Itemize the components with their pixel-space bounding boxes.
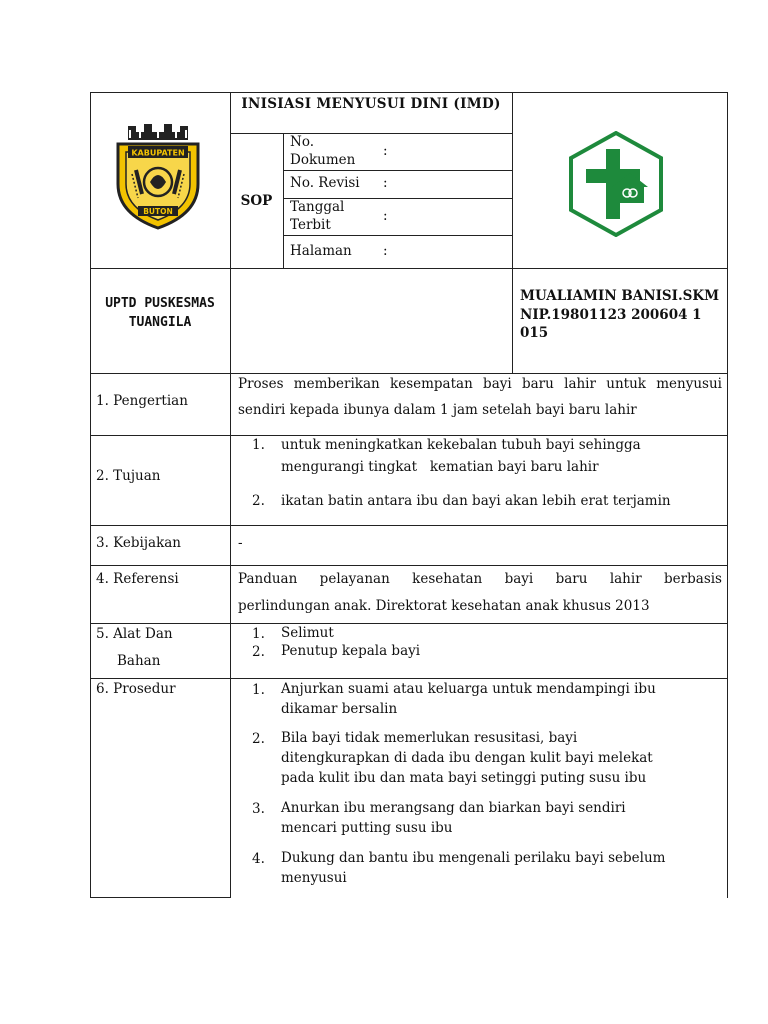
sop-label: SOP: [240, 193, 273, 209]
field-no-dokumen-label: No. Dokumen: [290, 134, 356, 168]
field-tanggal-terbit-colon: :: [383, 208, 388, 224]
prosedur-item-1-line-1: Anjurkan suami atau keluarga untuk mendampingi ibu: [281, 681, 656, 697]
alat-item-2-text: Penutup kepala bayi: [281, 643, 421, 659]
field-no-revisi-colon: :: [383, 175, 388, 191]
field-halaman-colon: :: [383, 243, 388, 259]
prosedur-item-4-num: 4.: [252, 851, 265, 867]
referensi-line-2: perlindungan anak. Direktorat kesehatan anak khusus 2013: [238, 598, 650, 614]
field-no-dokumen-colon: :: [383, 143, 388, 159]
label-tujuan: 2. Tujuan: [96, 468, 161, 484]
tujuan-item-1-line-1: untuk meningkatkan kekebalan tubuh bayi sehingga: [281, 437, 641, 453]
tujuan-item-1-line-2: mengurangi tingkat kematian bayi baru lahir: [281, 459, 599, 475]
prosedur-item-1-num: 1.: [252, 682, 265, 698]
alat-item-1-num: 1.: [252, 626, 265, 642]
prosedur-item-3-num: 3.: [252, 801, 265, 817]
svg-text:BUTON: BUTON: [143, 207, 173, 216]
label-alat-line-1: 5. Alat Dan: [96, 626, 173, 642]
prosedur-item-3-line-2: mencari putting susu ibu: [281, 820, 453, 836]
svg-text:KABUPATEN: KABUPATEN: [131, 148, 185, 158]
label-prosedur: 6. Prosedur: [96, 681, 176, 697]
field-tanggal-terbit-label: Tanggal Terbit: [290, 199, 345, 233]
tujuan-item-1-num: 1.: [252, 437, 265, 453]
tujuan-item-2-num: 2.: [252, 493, 265, 509]
label-referensi: 4. Referensi: [96, 571, 179, 587]
label-alat-line-2: Bahan: [117, 653, 161, 669]
alat-item-2-num: 2.: [252, 644, 265, 660]
tujuan-item-2-line-1: ikatan batin antara ibu dan bayi akan lebih erat terjamin: [281, 493, 671, 509]
prosedur-item-2-num: 2.: [252, 731, 265, 747]
signatory-nip: NIP.19801123 200604 1 015: [520, 307, 702, 341]
prosedur-item-4-line-2: menyusui: [281, 870, 347, 886]
field-halaman-label: Halaman: [290, 243, 352, 259]
label-pengertian: 1. Pengertian: [96, 393, 188, 409]
org-name: UPTD PUSKESMAS TUANGILA: [105, 296, 215, 330]
pengertian-line-2: sendiri kepada ibunya dalam 1 jam setelah bayi baru lahir: [238, 402, 637, 418]
signatory-name: MUALIAMIN BANISI.SKM: [520, 288, 720, 304]
prosedur-item-2-line-3: pada kulit ibu dan mata bayi setinggi puting susu ibu: [281, 770, 647, 786]
prosedur-item-3-line-1: Anurkan ibu merangsang dan biarkan bayi sendiri: [281, 800, 626, 816]
prosedur-item-2-line-2: ditengkurapkan di dada ibu dengan kulit bayi melekat: [281, 750, 653, 766]
prosedur-item-4-line-1: Dukung dan bantu ibu mengenali perilaku bayi sebelum: [281, 850, 666, 866]
alat-item-1-text: Selimut: [281, 625, 334, 641]
document-title: INISIASI MENYUSUI DINI (IMD): [241, 96, 501, 112]
prosedur-item-2-line-1: Bila bayi tidak memerlukan resusitasi, bayi: [281, 730, 578, 746]
pengertian-line-1: Proses memberikan kesempatan bayi baru lahir untuk menyusui: [238, 376, 722, 392]
puskesmas-logo: [568, 131, 664, 237]
kabupaten-buton-logo: [110, 122, 206, 232]
kebijakan-value: -: [238, 535, 243, 551]
referensi-line-1: Panduan pelayanan kesehatan bayi baru lahir berbasis: [238, 571, 722, 587]
label-kebijakan: 3. Kebijakan: [96, 535, 182, 551]
prosedur-item-1-line-2: dikamar bersalin: [281, 701, 398, 717]
field-no-revisi-label: No. Revisi: [290, 175, 360, 191]
